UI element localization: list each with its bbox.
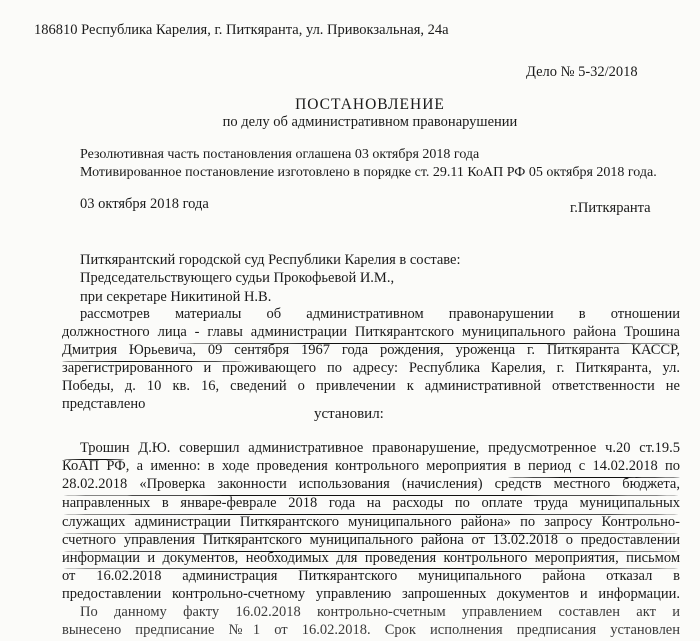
handwritten-underline [62,568,680,569]
handwritten-underline [62,533,680,534]
tail-line: По данному факту 16.02.2018 контрольно-счетным управлением составлен акт и [80,604,680,620]
established-line: КоАП РФ, а именно: в ходе проведения контрольного мероприятия в период с 14.02.2018 по [62,458,680,474]
considered-line: представлено [62,396,146,412]
court-address: 186810 Республика Карелия, г. Питкяранта, ул. Привокзальная, 24а [34,22,449,38]
considered-line: Победы, д. 10 кв. 16, сведений о привлечении к административной ответственности не [62,378,680,394]
decision-date: 03 октября 2018 года [80,196,209,212]
handwritten-underline [62,495,680,496]
considered-line: рассмотрев материалы об административном правонарушении в отношении [80,306,680,322]
decision-place: г.Питкяранта [570,200,651,216]
established-line: Трошин Д.Ю. совершил административное правонарушение, предусмотренное ч.20 ст.19.5 [80,440,680,456]
established-line: счетного управления Питкярантского муниципального района от 13.02.2018 о предоставлении [62,532,680,548]
handwritten-underline [64,459,124,460]
considered-line: Дмитрия Юрьевича, 09 сентября 1967 года рождения, уроженца г. Питкяранта КАССР, [62,342,680,358]
established-line: предоставлении контрольно-счетному управлению запрошенных документов и информации. [62,586,680,602]
court-composition: Питкярантский городской суд Республики Карелия в составе: [80,252,461,268]
established-line: направленных в январе-феврале 2018 года на расходы по оплате труда муниципальных [62,495,680,511]
handwritten-underline [62,551,680,552]
handwritten-underline [62,514,680,515]
established-line: информации и документов, необходимых для проведения контрольного мероприятия, письмом [62,550,680,566]
document-title: ПОСТАНОВЛЕНИЕ [295,96,445,113]
presiding-judge: Председательствующего судьи Прокофьевой И.М., [80,270,395,286]
resolution-note: Резолютивная часть постановления оглашена 03 октября 2018 года [80,147,480,162]
handwritten-underline [62,361,242,362]
document-subtitle: по делу об административном правонарушении [222,114,518,130]
considered-line: должностного лица - главы администрации Питкярантского муниципального района Трошина [62,324,680,340]
established-line: от 16.02.2018 администрация Питкярантского муниципального района отказал в [62,568,680,584]
considered-line: зарегистрированного и проживающего по адресу: Республика Карелия, г. Питкяранта, ул. [62,360,680,376]
established-line: служащих администрации Питкярантского муниципального района» по запросу Контрольно- [62,514,680,530]
motivated-note: Мотивированное постановление изготовлено в порядке ст. 29.11 КоАП РФ 05 октября 2018 года. [80,165,657,180]
tail-line: вынесено предписание №1 от 16.02.2018. Срок исполнения предписания установлен [62,622,680,638]
handwritten-underline [508,477,680,478]
court-secretary: при секретаре Никитиной Н.В. [80,289,272,305]
established-line: 28.02.2018 «Проверка законности использования (начисления) средств местного бюджета, [62,476,680,492]
case-number: Дело № 5-32/2018 [526,64,638,80]
established-heading: установил: [314,406,384,422]
